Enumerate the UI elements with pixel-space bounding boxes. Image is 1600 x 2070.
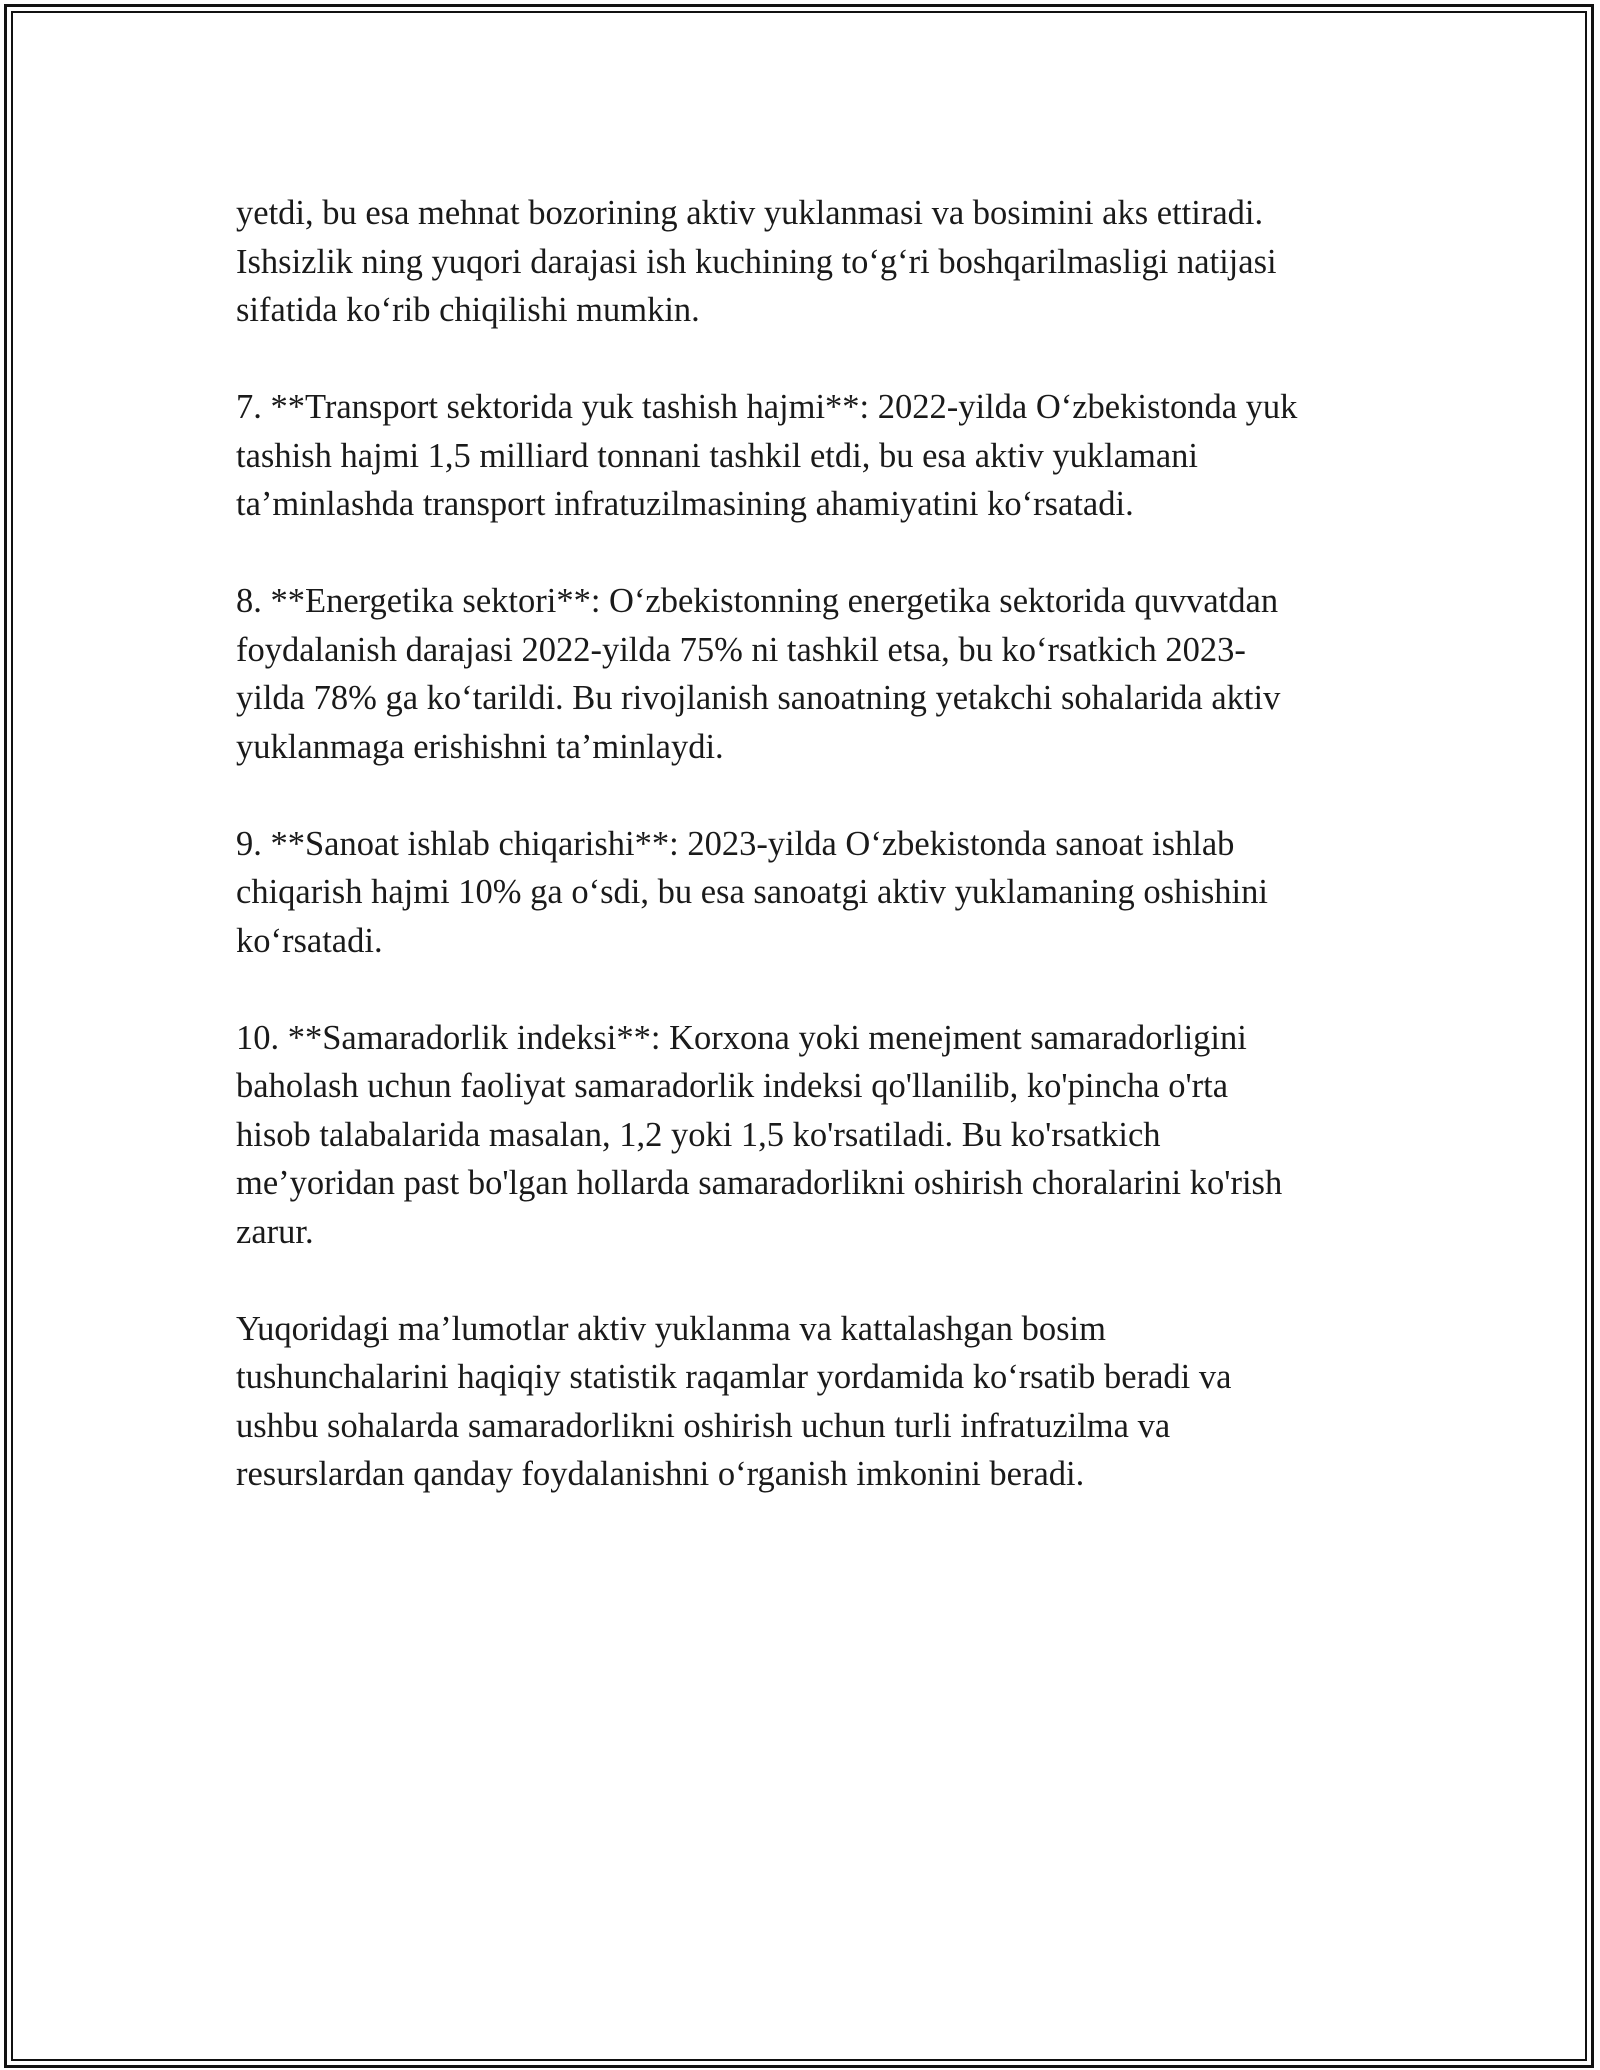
text-line: foydalanish darajasi 2022-yilda 75% ni tashkil etsa, bu ko‘rsatkich 2023-	[236, 630, 1246, 669]
text-line: hisob talabalarida masalan, 1,2 yoki 1,5 ko'rsatiladi. Bu ko'rsatkich	[236, 1115, 1161, 1154]
text-line: tushunchalarini haqiqiy statistik raqamlar yordamida ko‘rsatib beradi va	[236, 1358, 1232, 1396]
paragraph-item-7-transport	[236, 383, 1376, 529]
text-line: Ishsizlik ning yuqori darajasi ish kuchining to‘g‘ri boshqarilmasligi natijasi	[236, 242, 1277, 281]
document-body	[236, 189, 1376, 1547]
text-line: resurslardan qanday foydalanishni o‘rganish imkonini beradi.	[236, 1455, 1085, 1493]
text-line: Yuqoridagi ma’lumotlar aktiv yuklanma va kattalashgan bosim	[236, 1309, 1106, 1348]
text-line: baholash uchun faoliyat samaradorlik indeksi qo'llanilib, ko'pincha o'rta	[236, 1067, 1229, 1105]
text-line: zarur.	[236, 1212, 314, 1251]
text-line: ushbu sohalarda samaradorlikni oshirish uchun turli infratuzilma va	[236, 1406, 1171, 1445]
text-line: yilda 78% ga ko‘tarildi. Bu rivojlanish sanoatning yetakchi sohalarida aktiv	[236, 679, 1281, 717]
text-line: 10. **Samaradorlik indeksi**: Korxona yoki menejment samaradorligini	[236, 1018, 1247, 1057]
text-line: me’yoridan past bo'lgan hollarda samaradorlikni oshirish choralarini ko'rish	[236, 1164, 1283, 1202]
paragraph-item-9-industry	[236, 820, 1376, 966]
paragraph-conclusion	[236, 1305, 1376, 1499]
text-line: yetdi, bu esa mehnat bozorining aktiv yuklanmasi va bosimini aks ettiradi.	[236, 194, 1264, 232]
text-line: 7. **Transport sektorida yuk tashish hajmi**: 2022-yilda O‘zbekistonda yuk	[236, 388, 1298, 426]
text-line: ta’minlashda transport infratuzilmasining ahamiyatini ko‘rsatadi.	[236, 485, 1134, 523]
paragraph-unemployment-continuation	[236, 189, 1376, 335]
text-line: sifatida ko‘rib chiqilishi mumkin.	[236, 291, 700, 329]
paragraph-item-8-energy	[236, 577, 1376, 771]
text-line: tashish hajmi 1,5 milliard tonnani tashkil etdi, bu esa aktiv yuklamani	[236, 436, 1199, 475]
text-line: chiqarish hajmi 10% ga o‘sdi, bu esa sanoatgi aktiv yuklamaning oshishini	[236, 873, 1268, 911]
text-line: 8. **Energetika sektori**: O‘zbekistonning energetika sektorida quvvatdan	[236, 582, 1279, 620]
text-line: yuklanmaga erishishni ta’minlaydi.	[236, 727, 724, 766]
paragraph-item-10-efficiency	[236, 1014, 1376, 1257]
text-line: 9. **Sanoat ishlab chiqarishi**: 2023-yilda O‘zbekistonda sanoat ishlab	[236, 824, 1235, 863]
text-line: ko‘rsatadi.	[236, 921, 383, 960]
